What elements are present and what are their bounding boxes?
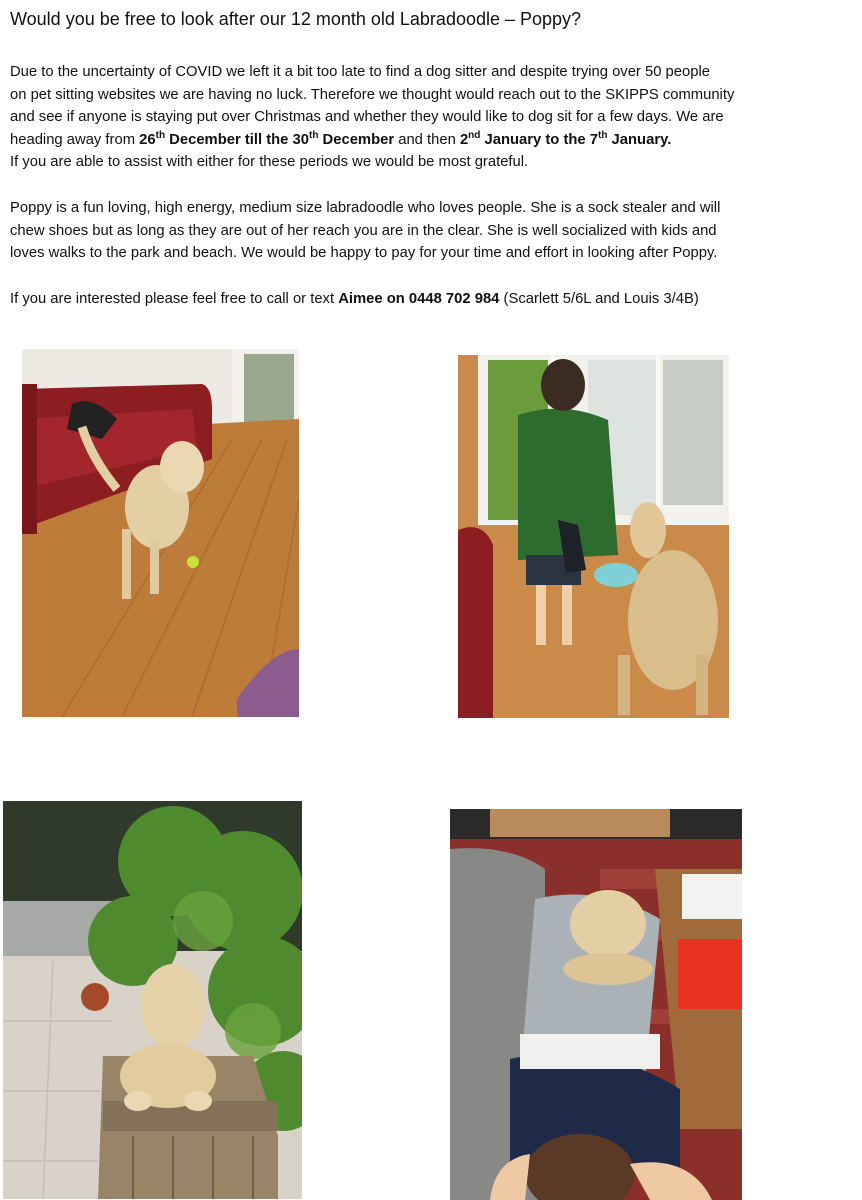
p2-line1: Poppy is a fun loving, high energy, medium size labradoodle who loves people. She is a sock stealer and will <box>10 200 721 216</box>
photo-dog-with-girl <box>458 355 729 718</box>
p1-line4-intro: heading away from <box>10 131 140 148</box>
p1-line3: and see if anyone is staying put over Christmas and whether they would like to dog sit for a few days. We are <box>10 109 724 125</box>
p1-line1: Due to the uncertainty of COVID we left it a bit too late to find a dog sitter and despite trying over 50 people <box>10 64 710 80</box>
page-title: Would you be free to look after our 12 month old Labradoodle – Poppy? <box>10 9 582 29</box>
photo-dog-on-planter <box>3 801 302 1199</box>
paragraph-description <box>10 197 858 265</box>
photo-dog-on-boy <box>450 809 742 1200</box>
contact-name-phone: Aimee on 0448 702 984 <box>338 291 500 307</box>
p2-line2: chew shoes but as long as they are out of her reach you are in the clear. She is well socialized with kids and <box>10 222 717 239</box>
paragraph-contact <box>10 288 858 311</box>
p1-between: and then <box>394 131 460 148</box>
paragraph-request <box>10 61 858 174</box>
p2-line3: loves walks to the park and beach. We would be happy to pay for your time and effort in looking after Poppy. <box>10 245 718 261</box>
contact-outro: (Scarlett 5/6L and Louis 3/4B) <box>499 291 699 307</box>
p1-line2: on pet sitting websites we are having no luck. Therefore we thought would reach out to the SKIPPS community <box>10 86 735 103</box>
date-range-1: 26th December till the 30th December <box>139 129 395 148</box>
date-range-2: 2nd January to the 7th January. <box>459 129 672 148</box>
contact-intro: If you are interested please feel free to call or text <box>10 291 339 307</box>
photo-dog-living-room <box>22 349 299 717</box>
p1-line5: If you are able to assist with either for these periods we would be most grateful. <box>10 154 529 170</box>
